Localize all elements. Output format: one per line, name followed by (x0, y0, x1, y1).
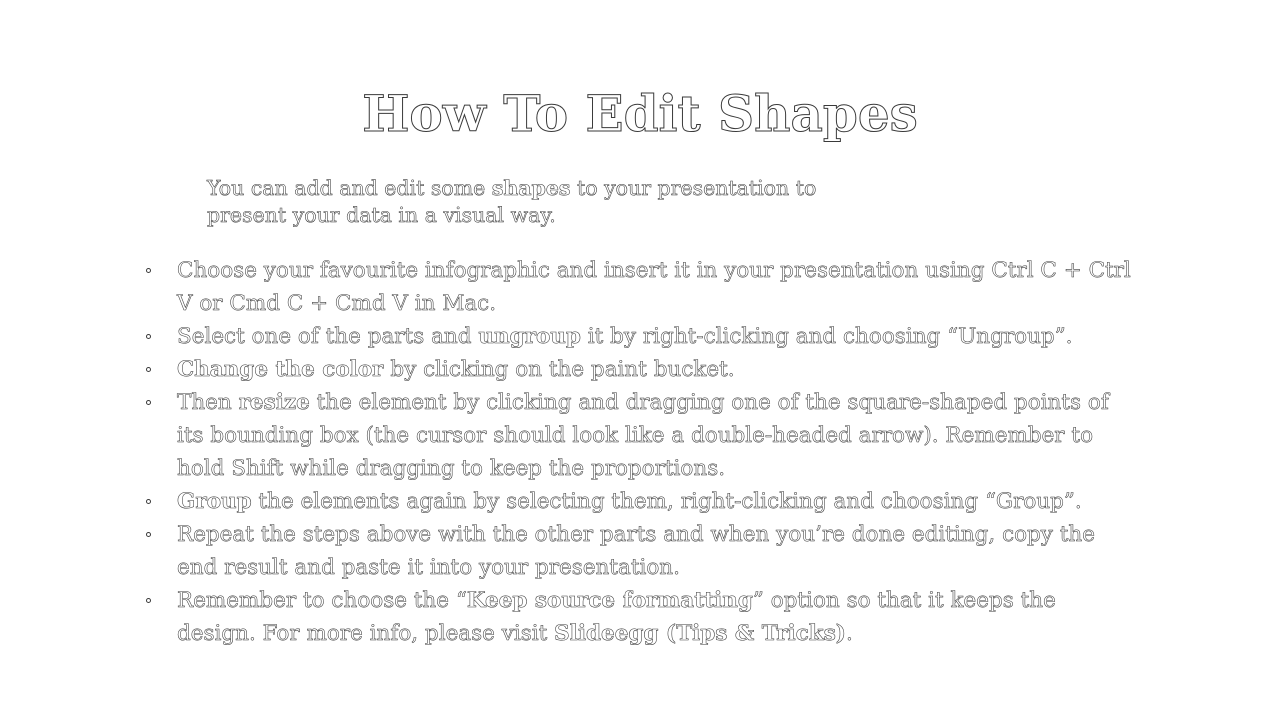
step-text-after: the elements again by selecting them, right-clicking and choosing “Group”. (251, 489, 1082, 514)
step-text-after: . (845, 621, 853, 646)
bullet-icon (146, 499, 151, 504)
step-text-middle: ” option so that it keeps the design. For more info, please visit (177, 588, 1056, 646)
step-emphasis: resize (238, 390, 310, 415)
bullet-icon (146, 532, 151, 537)
intro-emphasis: shapes (491, 176, 571, 200)
bullet-icon (146, 268, 151, 273)
step-text-before: Remember to choose the “ (177, 588, 467, 613)
slideegg-tips-link[interactable]: Slideegg (Tips & Tricks) (554, 621, 846, 646)
step-emphasis: Group (177, 489, 252, 514)
steps-list (140, 254, 1140, 650)
list-item (140, 353, 1140, 386)
bullet-icon (146, 598, 151, 603)
keep-source-formatting-emphasis: Keep source formatting (466, 588, 753, 613)
slide-title: How To Edit Shapes (362, 84, 918, 143)
list-item (140, 518, 1140, 584)
list-item (140, 254, 1140, 320)
bullet-icon (146, 367, 151, 372)
list-item (140, 485, 1140, 518)
step-text-before: Select one of the parts and (177, 324, 479, 349)
bullet-icon (146, 400, 151, 405)
step-emphasis: Change the color (177, 357, 384, 382)
step-text-after: by clicking on the paint bucket. (383, 357, 735, 382)
bullet-icon (146, 334, 151, 339)
step-text-before: Then (177, 390, 239, 415)
step-text-after: the element by clicking and dragging one of the square-shaped points of its bounding box (the cursor should look like a double-headed arrow). Remember to hold Shift while dragging to keep the proportions. (177, 390, 1109, 481)
step-text-after: it by right-clicking and choosing “Ungroup”. (580, 324, 1073, 349)
intro-paragraph (207, 175, 887, 229)
step-emphasis: ungroup (478, 324, 581, 349)
list-item (140, 386, 1140, 485)
intro-text-before: You can add and edit some (207, 176, 492, 200)
list-item (140, 320, 1140, 353)
step-text: Choose your favourite infographic and insert it in your presentation using Ctrl C + Ctrl V or Cmd C + Cmd V in Mac. (177, 258, 1131, 316)
intro-text-after: to your presentation to present your data in a visual way. (207, 176, 817, 227)
step-text: Repeat the steps above with the other parts and when you’re done editing, copy the end result and paste it into your presentation. (177, 522, 1096, 580)
list-item (140, 584, 1140, 650)
